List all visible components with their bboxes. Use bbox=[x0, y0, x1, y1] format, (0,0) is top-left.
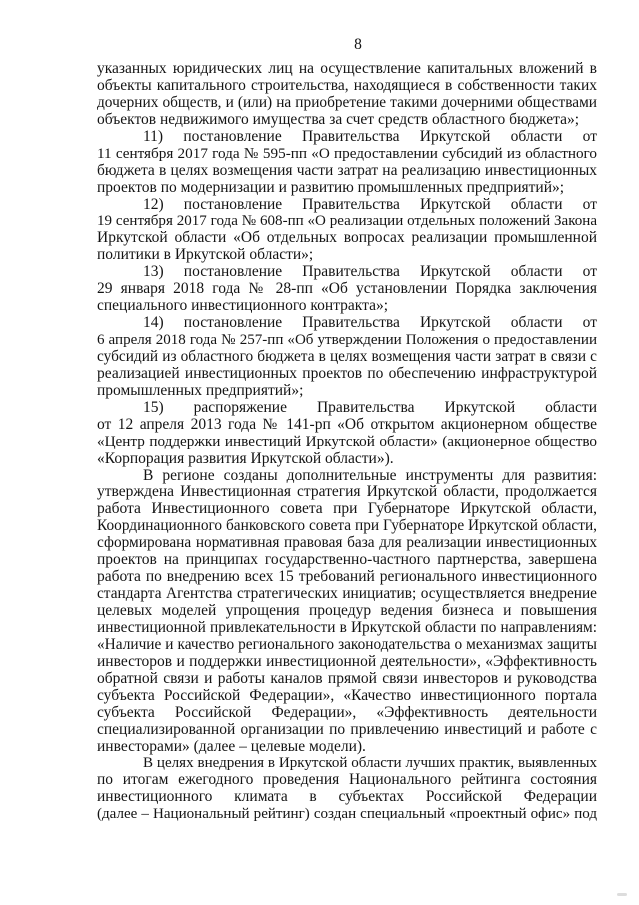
text-line: «Корпорация развития Иркутской области»). bbox=[97, 450, 394, 467]
paragraph bbox=[97, 400, 597, 468]
text-line: от 12 апреля 2013 года № 141-рп «Об открытом акционерном обществе bbox=[97, 416, 597, 433]
text-line: промышленных предприятий»; bbox=[97, 382, 304, 399]
text-line: специального инвестиционного контракта»; bbox=[97, 298, 389, 315]
page-number: 8 bbox=[354, 36, 362, 53]
paragraph bbox=[97, 197, 597, 265]
text-line: специализированной организации по привлечению инвестиций и работе с bbox=[97, 721, 597, 738]
text-line: 13) постановление Правительства Иркутской области от bbox=[143, 264, 597, 281]
text-line: по итогам ежегодного проведения Национального рейтинга состояния bbox=[97, 772, 597, 789]
text-line: 14) постановление Правительства Иркутской области от bbox=[143, 315, 597, 332]
text-line: инвесторами» (далее – целевые модели). bbox=[97, 738, 366, 755]
text-line: субсидий из областного бюджета в целях возмещения части затрат в связи с bbox=[97, 348, 597, 365]
text-line: 12) постановление Правительства Иркутской области от bbox=[143, 196, 597, 213]
text-line: сформирована нормативная правовая база для реализации инвестиционных bbox=[97, 535, 597, 552]
paragraph bbox=[97, 61, 597, 129]
text-line: политики в Иркутской области»; bbox=[97, 247, 314, 264]
text-line: 6 апреля 2018 года № 257-пп «Об утверждении Положения о предоставлении bbox=[97, 332, 597, 348]
text-line: реализацией инвестиционных проектов по обеспечению инфраструктурой bbox=[97, 365, 597, 382]
text-line: Координационного банковского совета при Губернаторе Иркутской области, bbox=[97, 518, 597, 535]
text-line: дочерних обществ, и (или) на приобретение такими дочерними обществами bbox=[97, 94, 597, 111]
text-line: 19 сентября 2017 года № 608-пп «О реализации отдельных положений Закона bbox=[97, 213, 597, 230]
scan-artifact bbox=[617, 893, 627, 896]
paragraph bbox=[97, 264, 597, 315]
paragraph bbox=[97, 129, 597, 197]
text-line: работа по внедрению всех 15 требований регионального инвестиционного bbox=[97, 569, 597, 586]
text-line: 29 января 2018 года № 28-пп «Об установлении Порядка заключения bbox=[97, 281, 597, 298]
paragraph bbox=[97, 755, 597, 823]
text-line: утверждена Инвестиционная стратегия Иркутской области, продолжается bbox=[97, 484, 597, 501]
text-line: обратной связи и работы каналов прямой связи инвесторов и руководства bbox=[97, 670, 597, 687]
text-line: инвестиционной привлекательности в Иркутской области по направлениям: bbox=[97, 619, 597, 636]
text-line: 11) постановление Правительства Иркутской области от bbox=[143, 128, 597, 145]
text-line: бюджета в целях возмещения части затрат на реализацию инвестиционных bbox=[97, 162, 597, 179]
text-line: субъекта Российской Федерации», «Качество инвестиционного портала bbox=[97, 687, 597, 704]
document-body bbox=[97, 61, 597, 823]
paragraph bbox=[97, 468, 597, 756]
text-line: 15) распоряжение Правительства Иркутской области bbox=[143, 399, 597, 416]
text-line: работа Инвестиционного совета при Губернаторе Иркутской области, bbox=[97, 501, 597, 518]
text-line: объектов недвижимого имущества за счет средств областного бюджета»; bbox=[97, 111, 580, 128]
text-line: (далее – Национальный рейтинг) создан специальный «проектный офис» под bbox=[97, 806, 597, 823]
text-line: проектов на принципах государственно-частного партнерства, завершена bbox=[97, 552, 597, 569]
text-line: стандарта Агентства стратегических инициатив; осуществляется внедрение bbox=[97, 586, 597, 603]
text-line: инвесторов и поддержки инвестиционной деятельности», «Эффективность bbox=[97, 653, 597, 670]
text-line: объекты капитального строительства, находящиеся в собственности таких bbox=[97, 77, 597, 94]
text-line: «Центр поддержки инвестиций Иркутской области» (акционерное общество bbox=[97, 433, 597, 450]
text-line: В целях внедрения в Иркутской области лучших практик, выявленных bbox=[143, 755, 597, 772]
text-line: В регионе созданы дополнительные инструменты для развития: bbox=[143, 467, 597, 484]
text-line: субъекта Российской Федерации», «Эффективность деятельности bbox=[97, 704, 597, 721]
text-line: указанных юридических лиц на осуществление капитальных вложений в bbox=[97, 61, 597, 77]
text-line: проектов по модернизации и развитию промышленных предприятий»; bbox=[97, 179, 565, 196]
text-line: целевых моделей упрощения процедур ведения бизнеса и повышения bbox=[97, 603, 597, 619]
text-line: «Наличие и качество регионального законодательства о механизмах защиты bbox=[97, 636, 597, 653]
text-line: Иркутской области «Об отдельных вопросах реализации промышленной bbox=[97, 230, 597, 247]
paragraph bbox=[97, 315, 597, 400]
text-line: инвестиционного климата в субъектах Российской Федерации bbox=[97, 789, 597, 806]
text-line: 11 сентября 2017 года № 595-пп «О предоставлении субсидий из областного bbox=[97, 145, 597, 162]
